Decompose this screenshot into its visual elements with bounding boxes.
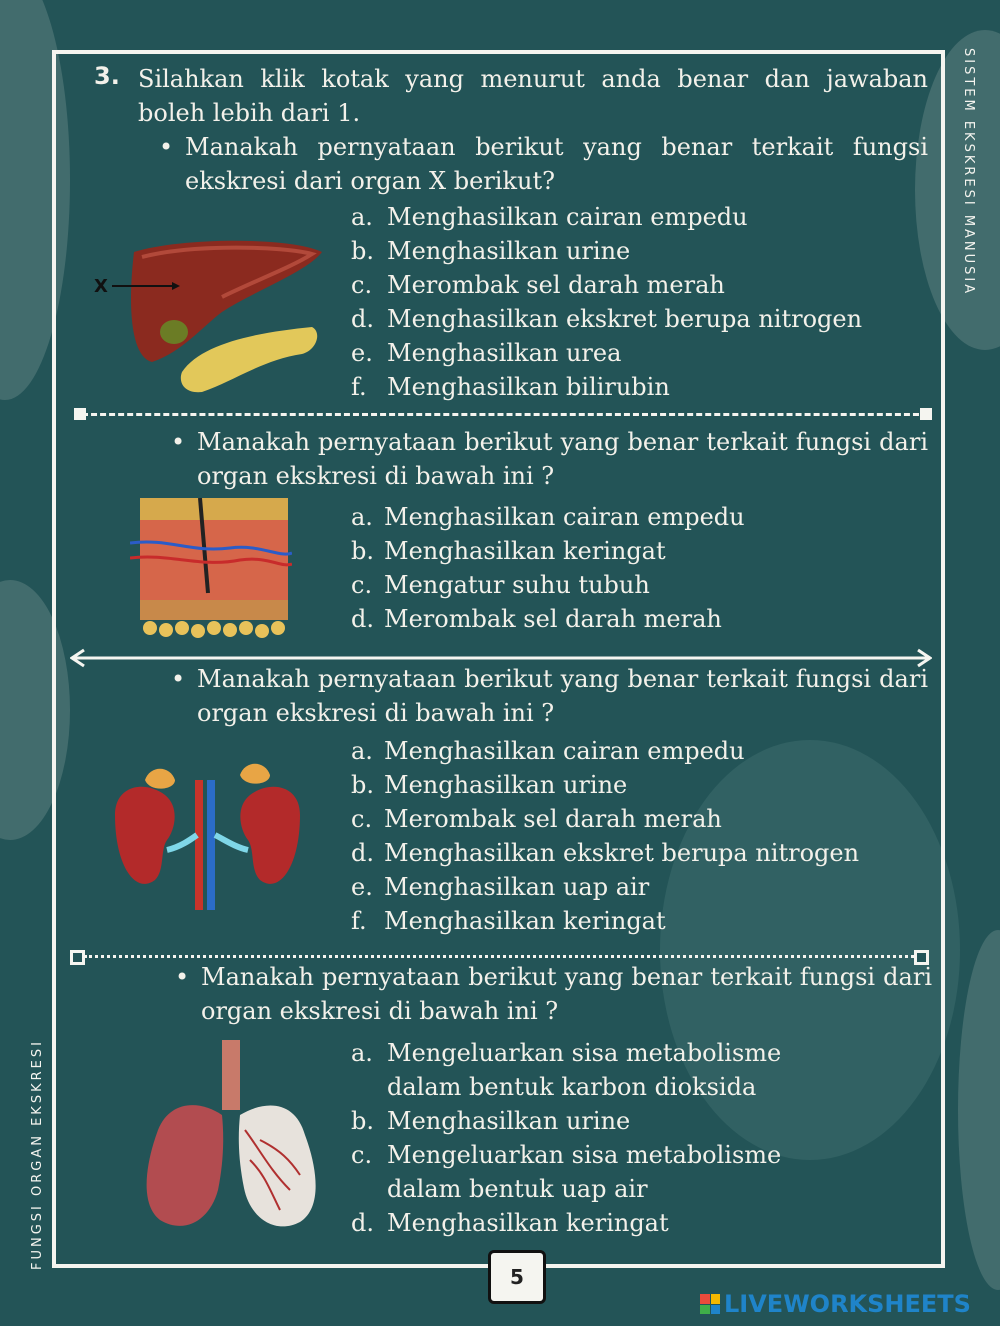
question-3 [171,662,928,730]
question-1-options [351,200,911,404]
divider-endpoint-left [70,950,85,965]
question-2 [171,425,928,493]
question-3-text: Manakah pernyataan berikut yang benar terkait fungsi dari organ ekskresi di bawah ini ? [197,665,928,727]
option-3a[interactable]: a. Menghasilkan cairan empedu [351,737,745,765]
option-1c[interactable]: c. Merombak sel darah merah [351,271,725,299]
option-3f[interactable]: f. Menghasilkan keringat [351,907,666,935]
side-title-right: SISTEM EKSKRESI MANUSIA [961,48,976,297]
question-number: 3. [94,62,120,90]
organ-x-label: X [94,276,108,297]
option-3b[interactable]: b. Menghasilkan urine [351,771,628,799]
dotted-divider [84,955,920,958]
option-1d[interactable]: d. Menghasilkan ekskret berupa nitrogen [351,305,863,333]
bullet-icon: • [175,963,190,991]
option-1b[interactable]: b. Menghasilkan urine [351,237,631,265]
option-3c[interactable]: c. Merombak sel darah merah [351,805,722,833]
option-4d[interactable]: d. Menghasilkan keringat [351,1209,669,1237]
lungs-icon [140,1040,330,1235]
liveworksheets-mark-icon [700,1294,720,1314]
divider-endpoint-right [920,408,932,420]
option-3d[interactable]: d. Menghasilkan ekskret berupa nitrogen [351,839,860,867]
page-number: 5 [488,1250,546,1304]
liveworksheets-logo: LIVEWORKSHEETS [700,1290,971,1318]
liver-pancreas-icon [92,232,332,407]
option-2a[interactable]: a. Menghasilkan cairan empedu [351,503,745,531]
question-1 [159,130,928,198]
background-blob-right-bottom [958,930,1000,1290]
bullet-icon: • [159,133,174,161]
question-3-options [351,734,911,938]
bullet-icon: • [171,665,186,693]
option-2d[interactable]: d. Merombak sel darah merah [351,605,722,633]
question-4 [175,960,932,1028]
option-1a[interactable]: a. Menghasilkan cairan empedu [351,203,748,231]
option-4c[interactable]: c. Mengeluarkan sisa metabolisme dalam bentuk uap air [351,1141,782,1203]
instruction-text: Silahkan klik kotak yang menurut anda benar dan jawaban boleh lebih dari 1. [138,65,928,127]
question-1-text: Manakah pernyataan berikut yang benar terkait fungsi ekskresi dari organ X berikut? [185,133,928,195]
option-1e[interactable]: e. Menghasilkan urea [351,339,622,367]
option-2b[interactable]: b. Menghasilkan keringat [351,537,666,565]
option-2c[interactable]: c. Mengatur suhu tubuh [351,571,650,599]
side-title-left: FUNGSI ORGAN EKSKRESI [30,1039,45,1270]
question-2-options [351,500,911,636]
bullet-icon: • [171,428,186,456]
dashed-divider [82,413,928,416]
skin-cross-section-icon [130,498,292,643]
kidneys-icon [105,755,310,910]
option-1f[interactable]: f. Menghasilkan bilirubin [351,373,670,401]
option-4b[interactable]: b. Menghasilkan urine [351,1107,631,1135]
question-4-options [351,1036,811,1240]
question-2-text: Manakah pernyataan berikut yang benar terkait fungsi dari organ ekskresi di bawah ini ? [197,428,928,490]
option-3e[interactable]: e. Menghasilkan uap air [351,873,650,901]
question-4-text: Manakah pernyataan berikut yang benar terkait fungsi dari organ ekskresi di bawah ini ? [201,963,932,1025]
option-4a[interactable]: a. Mengeluarkan sisa metabolisme dalam bentuk karbon dioksida [351,1039,782,1101]
